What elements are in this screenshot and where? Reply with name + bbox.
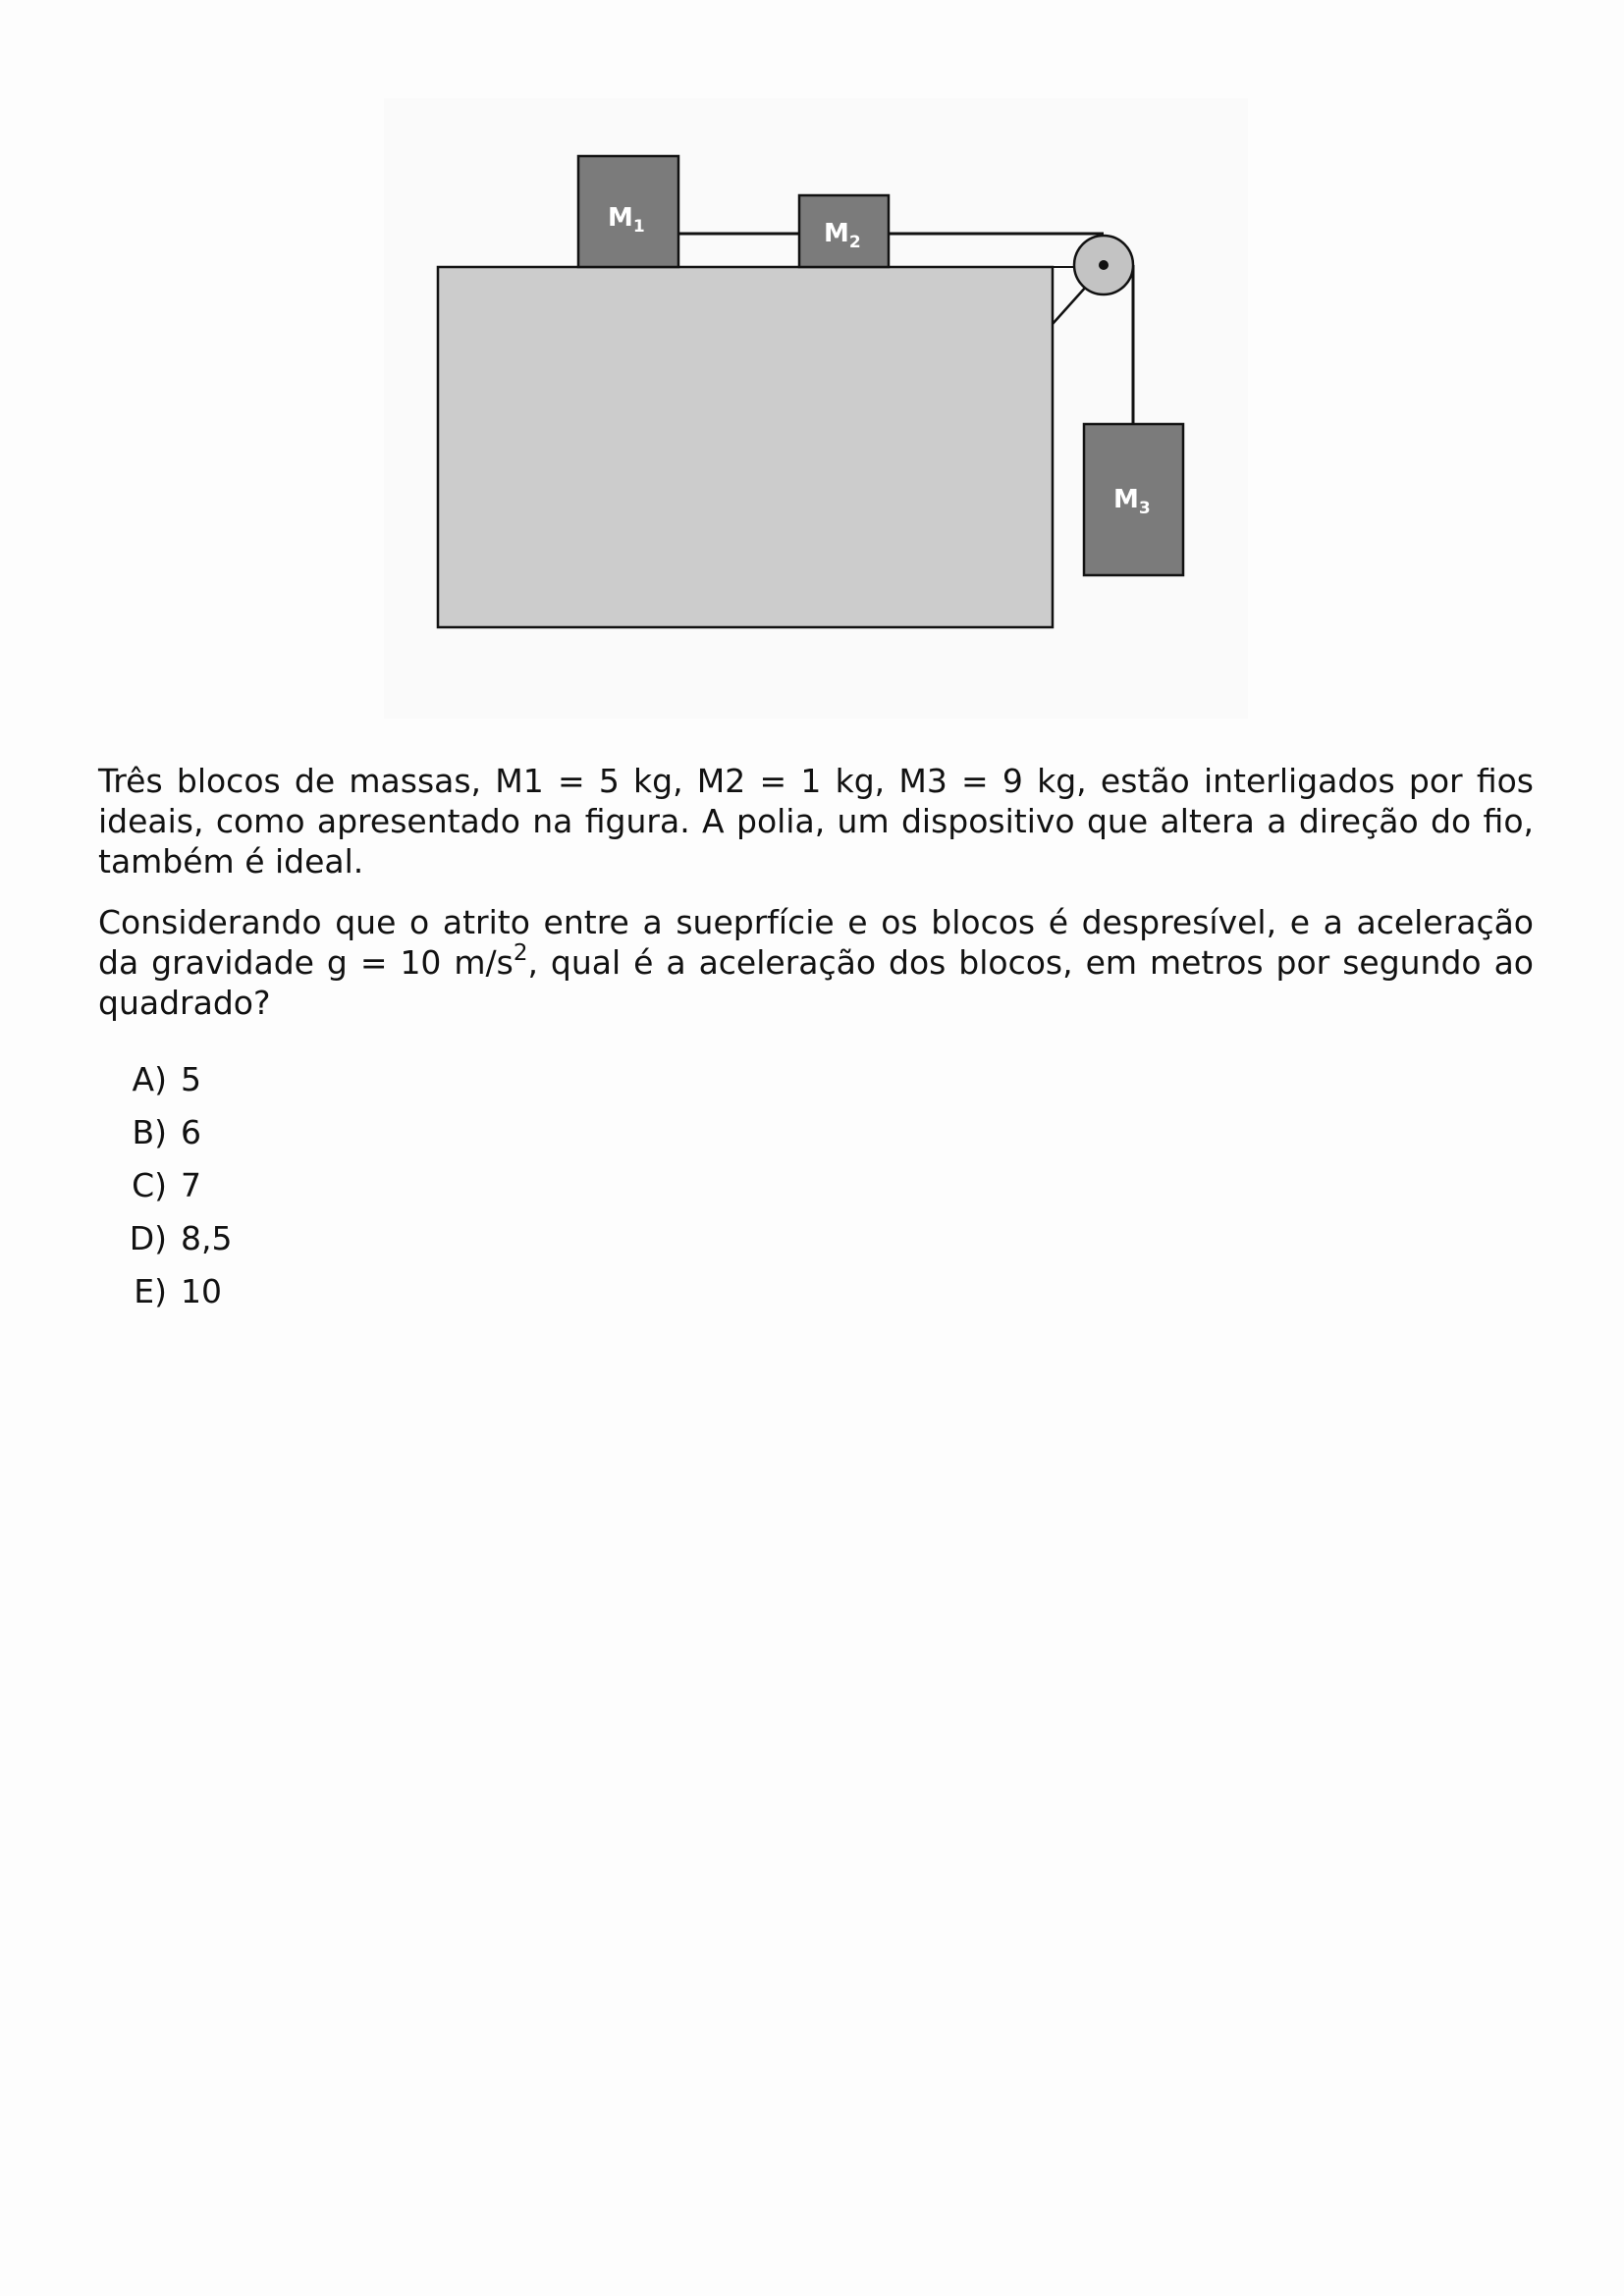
physics-figure <box>384 98 1248 719</box>
question-paragraph-2-start: Considerando que o atrito entre a sueprfície e os blocos é despresível, e a aceleração da gravidade g = 10 m/s <box>98 903 1534 982</box>
option-letter: B) <box>132 1113 167 1151</box>
option-letter: A) <box>132 1060 167 1098</box>
question-paragraph-2-end: , qual é a aceleração dos blocos, em metros por segundo ao quadrado? <box>98 943 1534 1022</box>
question-paragraph-2 <box>98 902 1534 1023</box>
option-value: 5 <box>181 1060 201 1098</box>
question-text <box>98 761 1534 1043</box>
option-letter: C) <box>132 1166 167 1204</box>
option-letter: D) <box>129 1219 167 1257</box>
option-d[interactable] <box>98 1212 232 1265</box>
question-paragraph-1: Três blocos de massas, M1 = 5 kg, M2 = 1 kg, M3 = 9 kg, estão interligados por fios ideais, como apresentado na figura. A polia, um dispositivo que altera a direção do fio, também é ideal. <box>98 762 1534 881</box>
block-m2-label: $M_2$ <box>824 219 861 252</box>
option-e[interactable] <box>98 1265 232 1318</box>
option-value: 6 <box>181 1113 201 1151</box>
exponent: 2 <box>513 940 528 966</box>
pulley-axle <box>1099 260 1109 270</box>
block-m3-label: $M_3$ <box>1113 485 1151 518</box>
option-c[interactable] <box>98 1159 232 1212</box>
pulley-diagram <box>384 98 1248 719</box>
option-value: 10 <box>181 1272 222 1310</box>
option-value: 8,5 <box>181 1219 233 1257</box>
option-value: 7 <box>181 1166 201 1204</box>
option-letter: E) <box>134 1272 167 1310</box>
answer-options <box>98 1053 232 1318</box>
table-surface <box>438 267 1053 627</box>
option-a[interactable] <box>98 1053 232 1106</box>
block-m1-label: $M_1$ <box>608 203 645 237</box>
option-b[interactable] <box>98 1106 232 1159</box>
